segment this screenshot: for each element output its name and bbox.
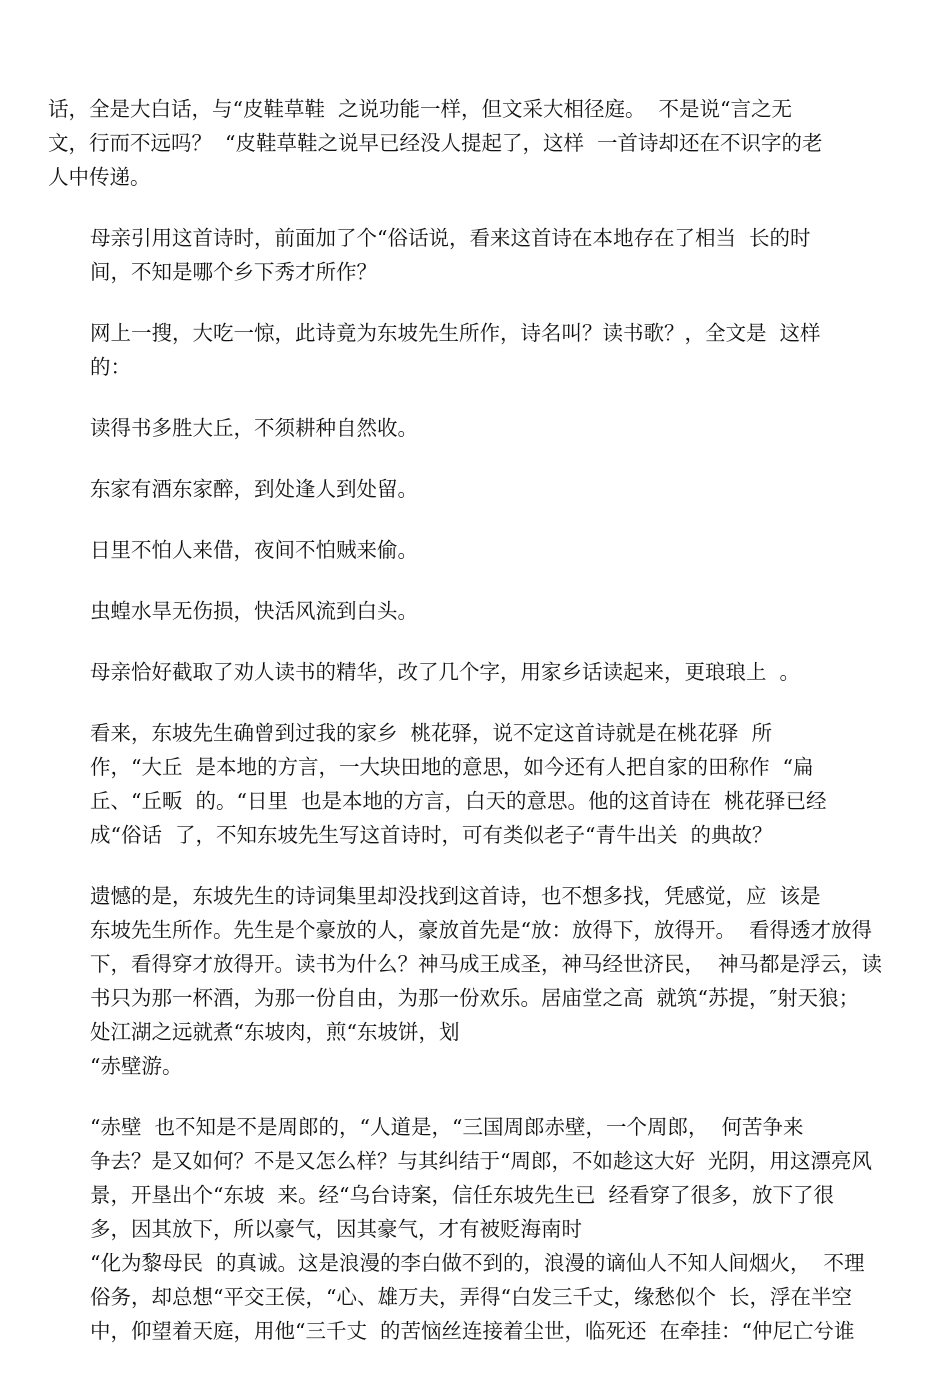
text-line: 多，因其放下，所以豪气，因其豪气，才有被贬海南时 xyxy=(90,1217,582,1241)
paragraph-8 xyxy=(48,655,914,689)
poem-line-4 xyxy=(48,594,914,628)
text-line: 下，看得穿才放得开。读书为什么？神马成王成圣，神马经世济民， 神马都是浮云，读 xyxy=(90,952,883,976)
text-line: 遗憾的是，东坡先生的诗词集里却没找到这首诗，也不想多找，凭感觉，应 该是 xyxy=(90,884,821,908)
poem-line-1 xyxy=(48,411,914,445)
text-line: 东家有酒东家醉，到处逢人到处留。 xyxy=(90,477,418,501)
text-line: 中，仰望着天庭，用他“三千丈 的苦恼丝连接着尘世，临死还 在牵挂：“仲尼亡兮谁 xyxy=(90,1319,855,1343)
paragraph-10 xyxy=(48,879,914,1083)
paragraph-3 xyxy=(48,316,914,384)
text-line: 丘、“丘畈 的。“日里 也是本地的方言，白天的意思。他的这首诗在 桃花驿已经 xyxy=(90,789,827,813)
paragraph-9 xyxy=(48,716,914,852)
text-line: 争去？是又如何？不是又怎么样？与其纠结于“周郎，不如趁这大好 光阴，用这漂亮风 xyxy=(90,1149,873,1173)
text-line: 日里不怕人来借，夜间不怕贼来偷。 xyxy=(90,538,418,562)
text-line: 书只为那一杯酒，为那一份自由，为那一份欢乐。居庙堂之高 就筑“苏提，″射天狼； xyxy=(90,986,860,1010)
text-line: 处江湖之远就煮“东坡肉，煎“东坡饼，划 xyxy=(90,1020,460,1044)
text-line: 虫蝗水旱无伤损，快活风流到白头。 xyxy=(90,599,418,623)
text-line: 读得书多胜大丘，不须耕种自然收。 xyxy=(90,416,418,440)
text-line: 作，“大丘 是本地的方言，一大块田地的意思，如今还有人把自家的田称作 “扁 xyxy=(90,755,814,779)
text-line: 间，不知是哪个乡下秀才所作？ xyxy=(90,260,377,284)
document-body xyxy=(48,92,914,1375)
paragraph-1 xyxy=(48,92,914,194)
text-line: 成“俗话 了，不知东坡先生写这首诗时，可有类似老子“青牛出关 的典故？ xyxy=(90,823,773,847)
text-line: 话，全是大白话，与“皮鞋草鞋 之说功能一样，但文采大相径庭。 不是说“言之无 xyxy=(48,97,793,121)
text-line: 景，开垦出个“东坡 来。经“乌台诗案，信任东坡先生已 经看穿了很多，放下了很 xyxy=(90,1183,835,1207)
text-line: 网上一搜，大吃一惊，此诗竟为东坡先生所作，诗名叫？读书歌？，全文是 这样 xyxy=(90,321,821,345)
paragraph-11 xyxy=(48,1110,914,1348)
text-line: 俗务，却总想“平交王侯，“心、雄万夫，弄得“白发三千丈，缘愁似个 长，浮在半空 xyxy=(90,1285,852,1309)
text-line: 人中传递。 xyxy=(48,165,151,189)
text-line: 母亲引用这首诗时，前面加了个“俗话说，看来这首诗在本地存在了相当 长的时 xyxy=(90,226,811,250)
text-line: “赤壁 也不知是不是周郎的，“人道是，“三国周郎赤壁，一个周郎， 何苦争来 xyxy=(90,1115,804,1139)
text-line: 东坡先生所作。先生是个豪放的人，豪放首先是“放：放得下，放得开。 看得透才放得 xyxy=(90,918,873,942)
text-line: “赤壁游。 xyxy=(90,1054,183,1078)
poem-line-3 xyxy=(48,533,914,567)
text-line: 的： xyxy=(90,355,131,379)
text-line: 母亲恰好截取了劝人读书的精华，改了几个字，用家乡话读起来，更琅琅上 。 xyxy=(90,660,801,684)
poem-line-2 xyxy=(48,472,914,506)
paragraph-2 xyxy=(48,221,914,289)
text-line: 文，行而不远吗？ “皮鞋草鞋之说早已经没人提起了，这样 一首诗却还在不识字的老 xyxy=(48,131,823,155)
text-line: 看来，东坡先生确曾到过我的家乡 桃花驿，说不定这首诗就是在桃花驿 所 xyxy=(90,721,773,745)
text-line: “化为黎母民 的真诚。这是浪漫的李白做不到的，浪漫的谪仙人不知人间烟火， 不理 xyxy=(90,1251,865,1275)
